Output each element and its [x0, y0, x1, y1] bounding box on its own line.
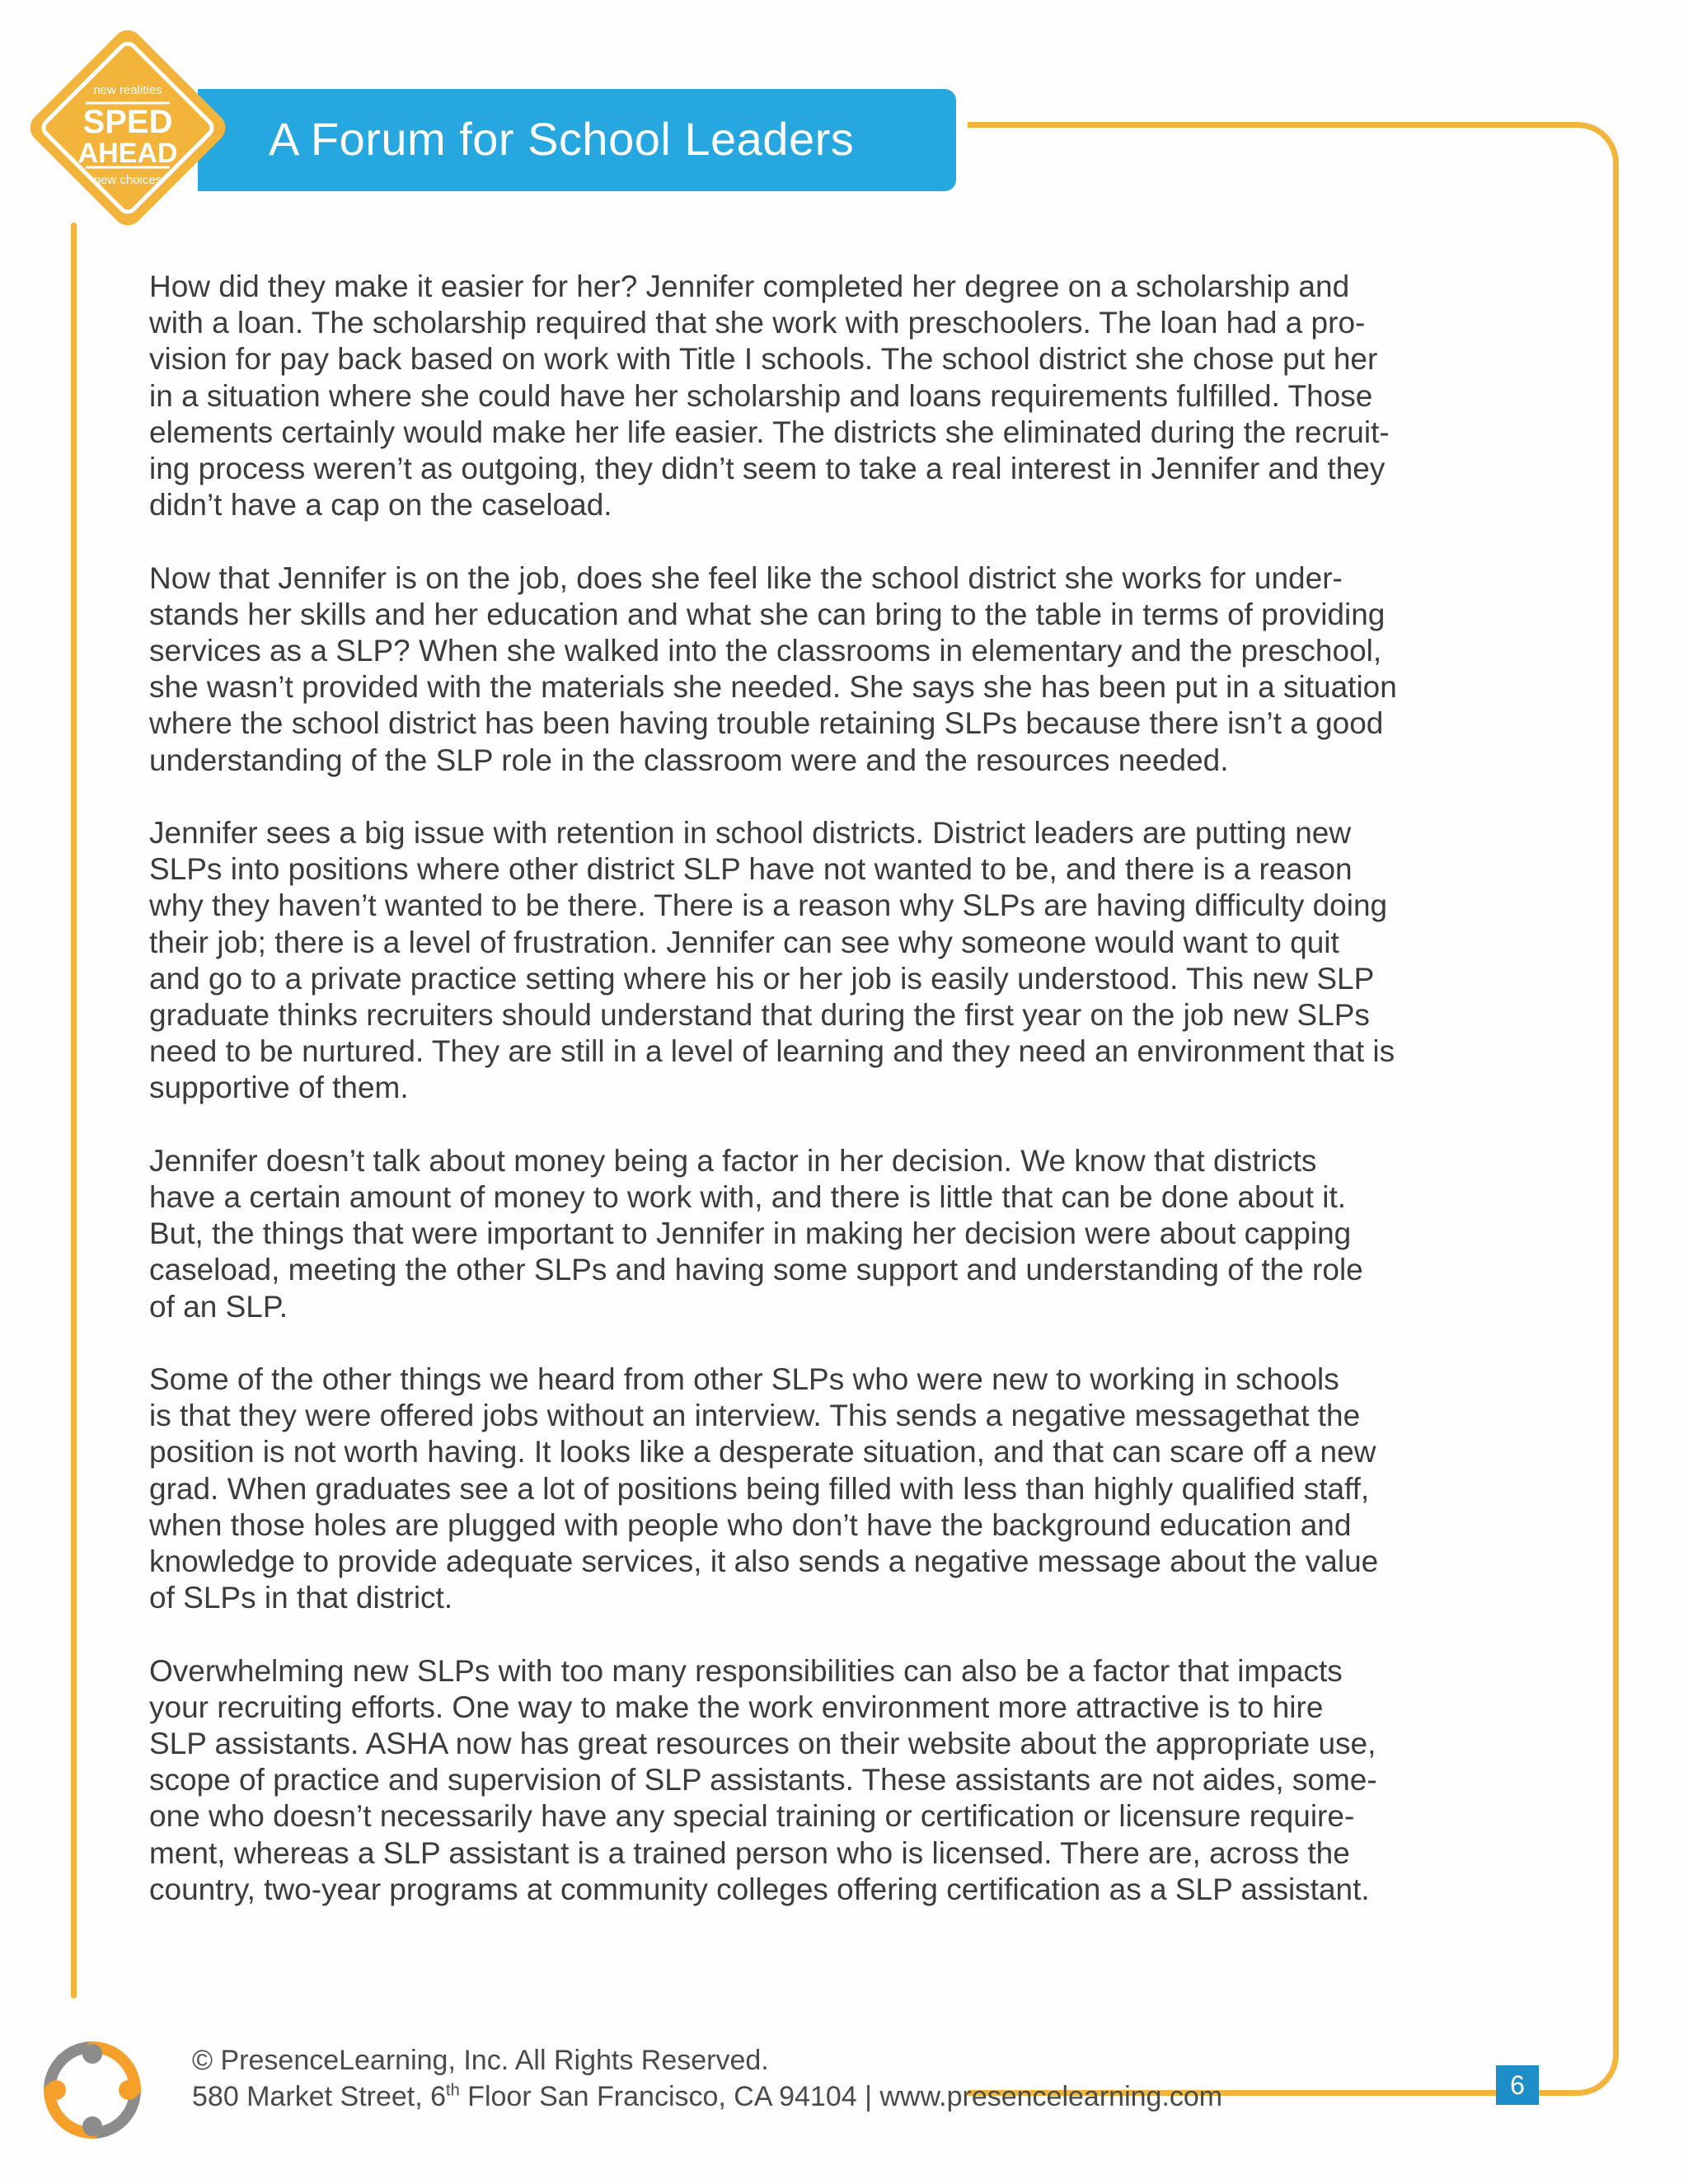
address-end: Floor San Francisco, CA 94104 | www.presencelearning.com	[459, 2081, 1223, 2112]
text-line: stands her skills and her education and what she can bring to the table in terms of providing	[149, 597, 1386, 631]
text-line: why they haven’t wanted to be there. There is a reason why SLPs are having difficulty doing	[149, 888, 1388, 923]
text-line: Jennifer sees a big issue with retention in school districts. District leaders are putting new	[149, 816, 1352, 851]
paragraph-2	[149, 560, 1550, 779]
text-line: with a loan. The scholarship required that she work with preschoolers. The loan had a pro-	[149, 306, 1366, 340]
text-line: one who doesn’t necessarily have any special training or certification or licensure require-	[149, 1799, 1355, 1834]
text-line: Some of the other things we heard from other SLPs who were new to working in schools	[149, 1362, 1339, 1397]
text-line: where the school district has been having trouble retaining SLPs because there isn’t a good	[149, 706, 1384, 741]
text-line: ing process weren’t as outgoing, they didn’t seem to take a real interest in Jennifer and they	[149, 452, 1386, 486]
text-line: have a certain amount of money to work with, and there is little that can be done about it.	[149, 1180, 1347, 1215]
left-frame-rule	[71, 223, 77, 1999]
footer-text	[192, 2042, 1222, 2115]
copyright-line: © PresenceLearning, Inc. All Rights Reserved.	[192, 2045, 769, 2076]
text-line: SLPs into positions where other district SLP have not wanted to be, and there is a reason	[149, 852, 1353, 887]
text-line: Jennifer doesn’t talk about money being a factor in her decision. We know that districts	[149, 1143, 1317, 1178]
paragraph-4	[149, 1143, 1550, 1325]
text-line: SLP assistants. ASHA now has great resources on their website about the appropriate use,	[149, 1727, 1376, 1761]
text-line: grad. When graduates see a lot of positions being filled with less than highly qualified staff,	[149, 1471, 1370, 1506]
paragraph-6	[149, 1653, 1550, 1908]
text-line: supportive of them.	[149, 1071, 409, 1105]
text-line: But, the things that were important to Jennifer in making her decision were about capping	[149, 1216, 1352, 1251]
text-line: Overwhelming new SLPs with too many responsibilities can also be a factor that impacts	[149, 1653, 1343, 1688]
presencelearning-logo	[35, 2026, 150, 2149]
article-body	[149, 269, 1550, 1944]
text-line: caseload, meeting the other SLPs and having some support and understanding of the role	[149, 1253, 1363, 1287]
text-line: ment, whereas a SLP assistant is a trained person who is licensed. There are, across the	[149, 1835, 1350, 1870]
text-line: need to be nurtured. They are still in a level of learning and they need an environment that is	[149, 1034, 1395, 1069]
text-line: Now that Jennifer is on the job, does she feel like the school district she works for under-	[149, 560, 1343, 595]
text-line: knowledge to provide adequate services, it also sends a negative message about the value	[149, 1544, 1379, 1579]
text-line: their job; there is a level of frustration. Jennifer can see why someone would want to quit	[149, 925, 1339, 959]
text-line: and go to a private practice setting where his or her job is easily understood. This new SLP	[149, 961, 1375, 996]
page-number-badge: 6	[1496, 2065, 1539, 2105]
paragraph-3	[149, 815, 1550, 1107]
text-line: How did they make it easier for her? Jennifer completed her degree on a scholarship and	[149, 269, 1350, 303]
text-line: position is not worth having. It looks like a desperate situation, and that can scare off a new	[149, 1435, 1376, 1469]
text-line: services as a SLP? When she walked into the classrooms in elementary and the preschool,	[149, 634, 1382, 668]
page-title: A Forum for School Leaders	[269, 113, 855, 165]
paragraph-1	[149, 269, 1550, 523]
badge-bottom-text: new choices	[93, 173, 162, 187]
text-line: understanding of the SLP role in the classroom were and the resources needed.	[149, 743, 1229, 777]
text-line: in a situation where she could have her scholarship and loans requirements fulfilled. Those	[149, 378, 1373, 413]
text-line: scope of practice and supervision of SLP assistants. These assistants are not aides, some-	[149, 1763, 1377, 1797]
text-line: of an SLP.	[149, 1289, 288, 1324]
text-line: when those holes are plugged with people who don’t have the background education and	[149, 1507, 1352, 1542]
address-line	[192, 2079, 1222, 2115]
text-line: elements certainly would make her life easier. The districts she eliminated during the recruit-	[149, 415, 1390, 449]
text-line: didn’t have a cap on the caseload.	[149, 488, 612, 523]
badge-top-text: new realities	[93, 83, 162, 97]
address-superscript: th	[446, 2081, 460, 2100]
sped-ahead-logo	[25, 25, 231, 231]
address-start: 580 Market Street, 6	[192, 2081, 447, 2112]
text-line: vision for pay back based on work with Title I schools. The school district she chose put her	[149, 342, 1378, 377]
text-line: country, two-year programs at community colleges offering certification as a SLP assistant.	[149, 1872, 1370, 1906]
text-line: she wasn’t provided with the materials she needed. She says she has been put in a situation	[149, 670, 1397, 705]
text-line: your recruiting efforts. One way to make the work environment more attractive is to hire	[149, 1690, 1324, 1724]
badge-line1: SPED	[82, 104, 173, 140]
text-line: is that they were offered jobs without an interview. This sends a negative messagethat the	[149, 1399, 1361, 1433]
badge-line2: AHEAD	[77, 138, 178, 169]
text-line: graduate thinks recruiters should understand that during the first year on the job new SLPs	[149, 998, 1370, 1033]
paragraph-5	[149, 1361, 1550, 1616]
text-line: of SLPs in that district.	[149, 1581, 453, 1615]
